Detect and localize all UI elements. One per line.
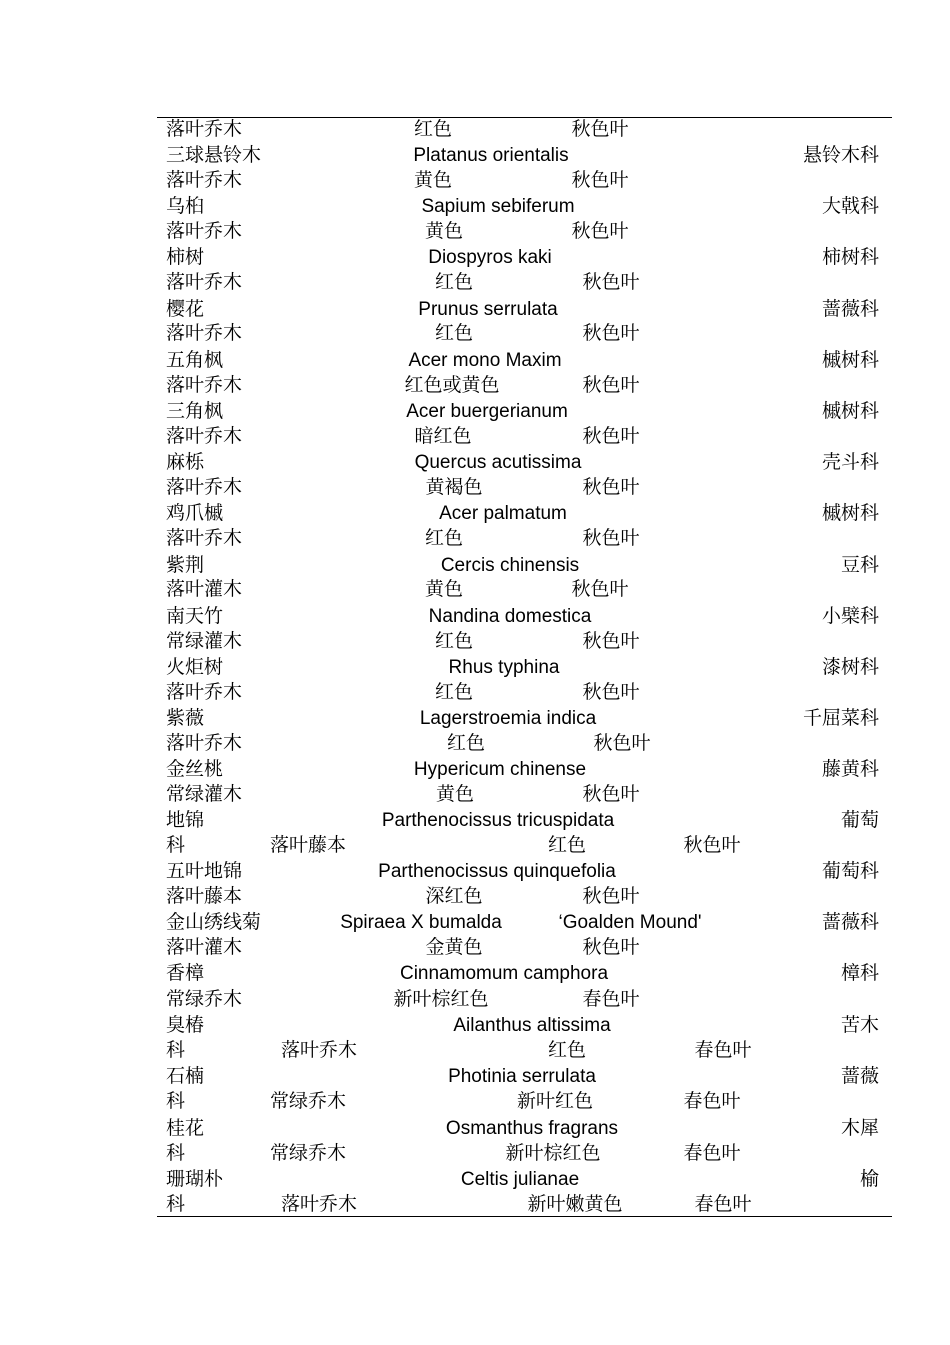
table-cell: 秋色叶 — [571, 118, 629, 140]
table-cell: 葡萄 — [840, 809, 879, 831]
table-cell: 秋色叶 — [582, 425, 640, 447]
table-cell: 鸡爪槭 — [166, 502, 224, 524]
table-cell: 苦木 — [840, 1014, 879, 1036]
table-cell: 新叶红色 — [516, 1090, 594, 1112]
table-cell: 深红色 — [425, 885, 483, 907]
table-cell: 红色 — [547, 834, 587, 856]
table-cell: Nandina domestica — [428, 606, 592, 627]
table-cell: 南天竹 — [166, 605, 224, 627]
table-cell: 秋色叶 — [582, 936, 640, 958]
table-cell: 科 — [166, 1193, 186, 1215]
table-line — [0, 526, 950, 551]
table-cell: 黄色 — [424, 578, 464, 600]
table-cell: 三球悬铃木 — [166, 144, 262, 166]
table-cell: 千屈菜科 — [802, 707, 879, 729]
table-cell: 秋色叶 — [582, 322, 640, 344]
table-cell: 壳斗科 — [821, 451, 879, 473]
table-cell: 蔷薇科 — [821, 911, 879, 933]
table-cell: 柿树科 — [821, 246, 879, 268]
table-cell: Parthenocissus quinquefolia — [378, 861, 616, 882]
table-cell: 常绿乔木 — [269, 1142, 347, 1164]
table-cell: 地锦 — [166, 809, 205, 831]
table-cell: 紫薇 — [166, 707, 205, 729]
table-cell: 落叶乔木 — [166, 220, 243, 242]
table-cell: 红色 — [446, 732, 486, 754]
table-cell: 槭树科 — [821, 400, 879, 422]
table-cell: ‘Goalden Mound' — [558, 912, 702, 933]
table-cell: 金丝桃 — [166, 758, 224, 780]
table-cell: Osmanthus fragrans — [445, 1118, 619, 1139]
table-cell: 火炬树 — [166, 656, 224, 678]
table-cell: 落叶灌木 — [166, 578, 243, 600]
table-cell: 常绿灌木 — [166, 783, 243, 805]
table-line — [0, 884, 950, 909]
table-cell: Photinia serrulata — [448, 1066, 596, 1087]
table-cell: 槭树科 — [821, 349, 879, 371]
table-cell: 新叶棕红色 — [505, 1142, 601, 1164]
table-cell: 秋色叶 — [582, 885, 640, 907]
table-cell: Hypericum chinense — [413, 759, 587, 780]
table-cell: 藤黄科 — [821, 758, 879, 780]
table-cell: 科 — [166, 1090, 186, 1112]
table-cell: 常绿乔木 — [166, 988, 243, 1010]
table-cell: 柿树 — [166, 246, 205, 268]
table-line — [0, 782, 950, 807]
table-cell: 落叶乔木 — [166, 374, 243, 396]
table-cell: 落叶乔木 — [166, 732, 243, 754]
table-cell: 蔷薇 — [840, 1065, 879, 1087]
table-cell: 乌桕 — [166, 195, 205, 217]
table-line — [0, 373, 950, 398]
table-cell: 黄色 — [435, 783, 475, 805]
table-line — [0, 1089, 950, 1114]
table-cell: 红色 — [424, 527, 464, 549]
table-cell: 落叶乔木 — [166, 271, 243, 293]
table-cell: 石楠 — [166, 1065, 205, 1087]
table-cell: 五叶地锦 — [166, 860, 243, 882]
table-line — [0, 450, 950, 475]
table-cell: 新叶棕红色 — [393, 988, 489, 1010]
table-cell: 秋色叶 — [571, 578, 629, 600]
table-cell: 樟科 — [840, 962, 879, 984]
table-cell: 常绿灌木 — [166, 630, 243, 652]
table-cell: 科 — [166, 1039, 186, 1061]
table-line — [0, 604, 950, 629]
table-line — [0, 424, 950, 449]
table-cell: 木犀 — [840, 1117, 879, 1139]
table-cell: 秋色叶 — [582, 527, 640, 549]
table-cell: 落叶藤本 — [166, 885, 243, 907]
table-cell: Cinnamomum camphora — [399, 963, 609, 984]
table-line — [0, 961, 950, 986]
table-cell: 红色 — [434, 630, 474, 652]
table-line — [0, 1038, 950, 1063]
table-cell: 豆科 — [840, 554, 879, 576]
table-cell: Celtis julianae — [460, 1169, 580, 1190]
table-cell: 秋色叶 — [683, 834, 741, 856]
table-cell: 黄色 — [424, 220, 464, 242]
table-cell: 落叶乔木 — [166, 476, 243, 498]
table-line — [0, 680, 950, 705]
table-cell: 红色 — [434, 271, 474, 293]
table-cell: 落叶灌木 — [166, 936, 243, 958]
table-cell: 秋色叶 — [582, 374, 640, 396]
table-line — [0, 117, 950, 142]
table-cell: 秋色叶 — [582, 630, 640, 652]
table-cell: 秋色叶 — [582, 783, 640, 805]
table-cell: 落叶乔木 — [166, 322, 243, 344]
table-cell: 紫荆 — [166, 554, 205, 576]
table-cell: 春色叶 — [582, 988, 640, 1010]
table-line — [0, 1192, 950, 1217]
table-cell: 大戟科 — [821, 195, 879, 217]
table-cell: Cercis chinensis — [440, 555, 580, 576]
table-line — [0, 910, 950, 935]
table-cell: 秋色叶 — [571, 220, 629, 242]
table-line — [0, 935, 950, 960]
table-line — [0, 399, 950, 424]
table-line — [0, 245, 950, 270]
table-cell: Diospyros kaki — [428, 247, 552, 268]
table-cell: Ailanthus altissima — [453, 1015, 611, 1036]
table-cell: 春色叶 — [694, 1193, 752, 1215]
table-cell: Spiraea X bumalda — [340, 912, 502, 933]
table-line — [0, 501, 950, 526]
table-cell: Sapium sebiferum — [421, 196, 575, 217]
table-line — [0, 1167, 950, 1192]
table-cell: 落叶乔木 — [280, 1193, 358, 1215]
table-cell: 黄褐色 — [425, 476, 483, 498]
table-line — [0, 757, 950, 782]
table-line — [0, 731, 950, 756]
table-cell: 秋色叶 — [571, 169, 629, 191]
table-cell: Platanus orientalis — [413, 145, 569, 166]
table-cell: 春色叶 — [694, 1039, 752, 1061]
table-line — [0, 859, 950, 884]
table-line — [0, 297, 950, 322]
table-cell: 落叶乔木 — [166, 425, 243, 447]
table-line — [0, 219, 950, 244]
table-cell: 落叶乔木 — [166, 527, 243, 549]
table-line — [0, 194, 950, 219]
table-cell: 秋色叶 — [582, 271, 640, 293]
table-cell: 桂花 — [166, 1117, 205, 1139]
table-cell: 红色 — [413, 118, 453, 140]
table-cell: 小檗科 — [821, 605, 879, 627]
table-cell: 落叶乔木 — [166, 169, 243, 191]
table-line — [0, 321, 950, 346]
table-cell: 秋色叶 — [582, 681, 640, 703]
table-cell: 常绿乔木 — [269, 1090, 347, 1112]
table-line — [0, 808, 950, 833]
table-line — [0, 1064, 950, 1089]
table-cell: 春色叶 — [683, 1090, 741, 1112]
table-cell: Lagerstroemia indica — [419, 708, 597, 729]
table-cell: 漆树科 — [821, 656, 879, 678]
table-cell: Quercus acutissima — [414, 452, 582, 473]
table-cell: 五角枫 — [166, 349, 224, 371]
table-cell: 葡萄科 — [821, 860, 879, 882]
table-cell: 科 — [166, 834, 186, 856]
table-cell: 樱花 — [166, 298, 205, 320]
table-cell: 暗红色 — [414, 425, 472, 447]
table-cell: 金黄色 — [425, 936, 483, 958]
table-cell: 新叶嫩黄色 — [527, 1193, 623, 1215]
table-line — [0, 629, 950, 654]
table-line — [0, 553, 950, 578]
table-cell: 红色 — [434, 322, 474, 344]
table-cell: 臭椿 — [166, 1014, 205, 1036]
table-cell: Acer buergerianum — [406, 401, 568, 422]
table-cell: 蔷薇科 — [821, 298, 879, 320]
table-line — [0, 143, 950, 168]
table-cell: Prunus serrulata — [418, 299, 558, 320]
table-cell: 香樟 — [166, 962, 205, 984]
table-cell: Parthenocissus tricuspidata — [381, 810, 615, 831]
table-cell: 落叶乔木 — [280, 1039, 358, 1061]
table-cell: 金山绣线菊 — [166, 911, 262, 933]
table-cell: 红色 — [547, 1039, 587, 1061]
table-cell: Acer palmatum — [439, 503, 567, 524]
table-cell: 麻栎 — [166, 451, 205, 473]
table-cell: 珊瑚朴 — [166, 1168, 224, 1190]
table-line — [0, 987, 950, 1012]
table-cell: 红色或黄色 — [404, 374, 500, 396]
table-cell: 红色 — [434, 681, 474, 703]
table-line — [0, 1116, 950, 1141]
table-cell: 秋色叶 — [582, 476, 640, 498]
table-line — [0, 833, 950, 858]
table-line — [0, 655, 950, 680]
table-cell: 悬铃木科 — [802, 144, 879, 166]
table-cell: 秋色叶 — [593, 732, 651, 754]
table-line — [0, 168, 950, 193]
table-cell: 落叶乔木 — [166, 681, 243, 703]
table-cell: 落叶藤本 — [269, 834, 347, 856]
table-cell: Rhus typhina — [448, 657, 560, 678]
table-line — [0, 475, 950, 500]
table-line — [0, 577, 950, 602]
table-cell: 槭树科 — [821, 502, 879, 524]
table-line — [0, 1141, 950, 1166]
table-cell: 三角枫 — [166, 400, 224, 422]
table-cell: 黄色 — [413, 169, 453, 191]
table-cell: Acer mono Maxim — [408, 350, 562, 371]
table-cell: 落叶乔木 — [166, 118, 243, 140]
table-line — [0, 348, 950, 373]
table-line — [0, 1013, 950, 1038]
table-line — [0, 706, 950, 731]
table-line — [0, 270, 950, 295]
table-cell: 科 — [166, 1142, 186, 1164]
table-cell: 春色叶 — [683, 1142, 741, 1164]
table-cell: 榆 — [859, 1168, 879, 1190]
